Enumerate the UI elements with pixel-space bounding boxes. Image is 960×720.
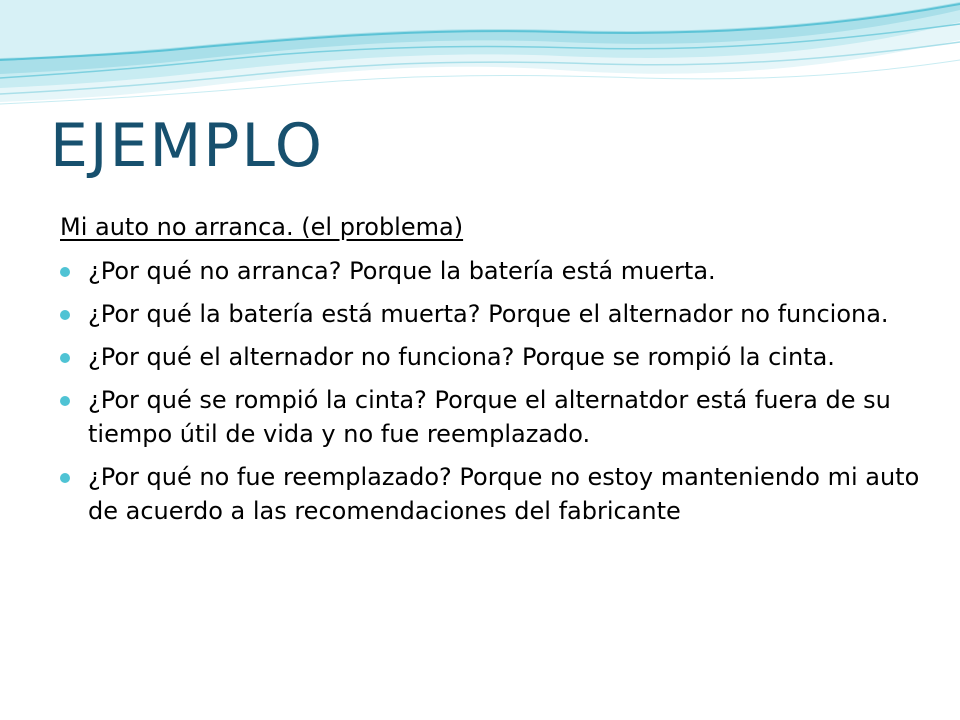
- bullet-item: [60, 383, 920, 451]
- slide-title: EJEMPLO: [50, 111, 324, 181]
- bullet-item: [60, 460, 920, 528]
- bullet-item: [60, 297, 920, 331]
- bullet-list: [60, 254, 920, 528]
- bullet-text: ¿Por qué no arranca? Porque la batería está muerta.: [88, 257, 716, 285]
- bullet-text: ¿Por qué no fue reemplazado? Porque no estoy manteniendo mi auto de acuerdo a las recomendaciones del fabricante: [88, 463, 920, 525]
- bullet-dot-icon: [60, 267, 70, 277]
- bullet-text: ¿Por qué la batería está muerta? Porque el alternador no funciona.: [88, 300, 889, 328]
- slide-content: [60, 210, 920, 537]
- bullet-item: [60, 340, 920, 374]
- bullet-item: [60, 254, 920, 288]
- bullet-text: ¿Por qué se rompió la cinta? Porque el alternatdor está fuera de su tiempo útil de vida y no fue reemplazado.: [88, 386, 891, 448]
- problem-statement: Mi auto no arranca. (el problema): [60, 213, 464, 241]
- bullet-dot-icon: [60, 353, 70, 363]
- bullet-text: ¿Por qué el alternador no funciona? Porque se rompió la cinta.: [88, 343, 835, 371]
- decorative-wave-banner: [0, 0, 960, 120]
- bullet-dot-icon: [60, 473, 70, 483]
- bullet-dot-icon: [60, 396, 70, 406]
- bullet-dot-icon: [60, 310, 70, 320]
